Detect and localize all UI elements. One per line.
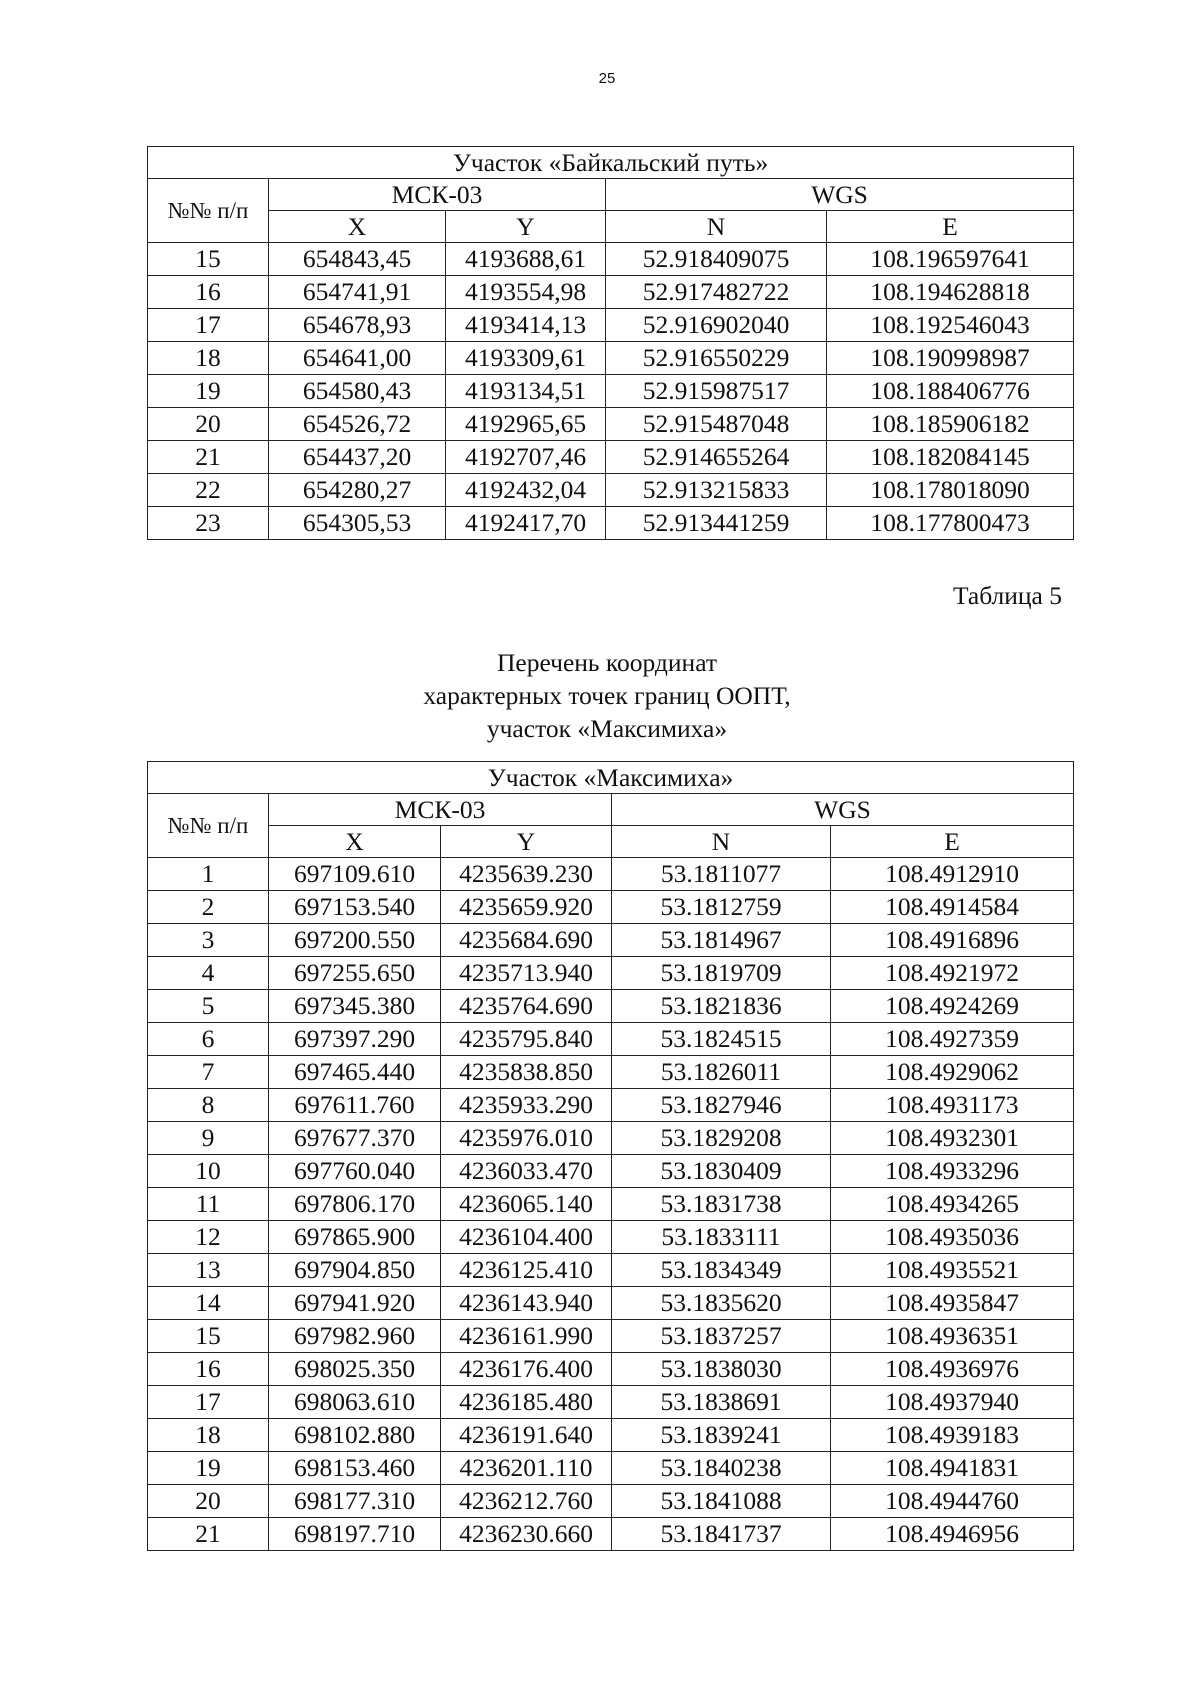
cell-x: 654678,93 xyxy=(269,309,446,342)
cell-n: 52.916902040 xyxy=(606,309,827,342)
cell-number: 7 xyxy=(148,1056,269,1089)
cell-n: 53.1837257 xyxy=(612,1320,831,1353)
cell-number: 19 xyxy=(148,375,269,408)
cell-y: 4236161.990 xyxy=(441,1320,612,1353)
header-wgs: WGS xyxy=(612,794,1074,826)
coordinates-table-maksimikha xyxy=(147,761,1074,1551)
cell-e: 108.196597641 xyxy=(827,243,1074,276)
cell-number: 2 xyxy=(148,891,269,924)
cell-e: 108.188406776 xyxy=(827,375,1074,408)
cell-x: 697760.040 xyxy=(269,1155,441,1188)
cell-n: 53.1834349 xyxy=(612,1254,831,1287)
cell-e: 108.192546043 xyxy=(827,309,1074,342)
cell-x: 697109.610 xyxy=(269,858,441,891)
cell-y: 4236176.400 xyxy=(441,1353,612,1386)
cell-y: 4236230.660 xyxy=(441,1518,612,1551)
cell-n: 53.1833111 xyxy=(612,1221,831,1254)
cell-x: 697806.170 xyxy=(269,1188,441,1221)
table-row xyxy=(148,957,1074,990)
cell-y: 4235795.840 xyxy=(441,1023,612,1056)
cell-x: 698063.610 xyxy=(269,1386,441,1419)
cell-y: 4236104.400 xyxy=(441,1221,612,1254)
section-title: Участок «Максимиха» xyxy=(148,762,1074,794)
table-row xyxy=(148,891,1074,924)
cell-y: 4235659.920 xyxy=(441,891,612,924)
cell-y: 4235764.690 xyxy=(441,990,612,1023)
section-title: Участок «Байкальский путь» xyxy=(148,147,1074,179)
cell-x: 697200.550 xyxy=(269,924,441,957)
table-row xyxy=(148,1221,1074,1254)
table-row xyxy=(148,1518,1074,1551)
cell-y: 4236185.480 xyxy=(441,1386,612,1419)
header-y: Y xyxy=(441,826,612,858)
page-number: 25 xyxy=(598,70,616,87)
cell-n: 53.1838030 xyxy=(612,1353,831,1386)
cell-y: 4235976.010 xyxy=(441,1122,612,1155)
cell-y: 4236212.760 xyxy=(441,1485,612,1518)
cell-number: 23 xyxy=(148,507,269,540)
cell-x: 654305,53 xyxy=(269,507,446,540)
table-row xyxy=(148,1089,1074,1122)
cell-number: 16 xyxy=(148,1353,269,1386)
cell-e: 108.4929062 xyxy=(831,1056,1074,1089)
cell-n: 53.1839241 xyxy=(612,1419,831,1452)
table-row xyxy=(148,1287,1074,1320)
cell-y: 4235838.850 xyxy=(441,1056,612,1089)
cell-n: 53.1840238 xyxy=(612,1452,831,1485)
header-n: N xyxy=(606,211,827,243)
table-row xyxy=(148,1023,1074,1056)
header-n: N xyxy=(612,826,831,858)
cell-e: 108.4916896 xyxy=(831,924,1074,957)
cell-e: 108.4914584 xyxy=(831,891,1074,924)
cell-x: 697941.920 xyxy=(269,1287,441,1320)
cell-number: 20 xyxy=(148,1485,269,1518)
cell-x: 697397.290 xyxy=(269,1023,441,1056)
table-row xyxy=(148,1056,1074,1089)
cell-x: 698177.310 xyxy=(269,1485,441,1518)
cell-n: 53.1827946 xyxy=(612,1089,831,1122)
cell-x: 698102.880 xyxy=(269,1419,441,1452)
table-row xyxy=(148,1155,1074,1188)
cell-x: 654641,00 xyxy=(269,342,446,375)
cell-number: 15 xyxy=(148,1320,269,1353)
cell-e: 108.190998987 xyxy=(827,342,1074,375)
cell-n: 53.1811077 xyxy=(612,858,831,891)
cell-y: 4193309,61 xyxy=(446,342,606,375)
table-row xyxy=(148,474,1074,507)
cell-e: 108.4944760 xyxy=(831,1485,1074,1518)
table-row xyxy=(148,1353,1074,1386)
header-msk: МСК-03 xyxy=(269,794,612,826)
cell-y: 4236033.470 xyxy=(441,1155,612,1188)
table-row xyxy=(148,1386,1074,1419)
cell-e: 108.4939183 xyxy=(831,1419,1074,1452)
cell-e: 108.4937940 xyxy=(831,1386,1074,1419)
cell-n: 53.1831738 xyxy=(612,1188,831,1221)
table-row xyxy=(148,924,1074,957)
cell-e: 108.178018090 xyxy=(827,474,1074,507)
cell-y: 4192432,04 xyxy=(446,474,606,507)
table-row xyxy=(148,408,1074,441)
cell-n: 52.915487048 xyxy=(606,408,827,441)
cell-e: 108.4912910 xyxy=(831,858,1074,891)
cell-x: 697611.760 xyxy=(269,1089,441,1122)
cell-number: 14 xyxy=(148,1287,269,1320)
cell-y: 4193134,51 xyxy=(446,375,606,408)
coordinates-table-baikal xyxy=(147,146,1074,540)
cell-y: 4236065.140 xyxy=(441,1188,612,1221)
cell-y: 4235933.290 xyxy=(441,1089,612,1122)
cell-x: 697904.850 xyxy=(269,1254,441,1287)
cell-n: 53.1819709 xyxy=(612,957,831,990)
cell-e: 108.194628818 xyxy=(827,276,1074,309)
cell-x: 654280,27 xyxy=(269,474,446,507)
cell-n: 53.1814967 xyxy=(612,924,831,957)
cell-n: 52.913441259 xyxy=(606,507,827,540)
table-row xyxy=(148,1485,1074,1518)
cell-number: 20 xyxy=(148,408,269,441)
cell-number: 6 xyxy=(148,1023,269,1056)
cell-number: 17 xyxy=(148,1386,269,1419)
cell-y: 4192417,70 xyxy=(446,507,606,540)
cell-e: 108.185906182 xyxy=(827,408,1074,441)
cell-x: 698153.460 xyxy=(269,1452,441,1485)
cell-y: 4235713.940 xyxy=(441,957,612,990)
table-row xyxy=(148,1419,1074,1452)
cell-e: 108.182084145 xyxy=(827,441,1074,474)
cell-e: 108.4935036 xyxy=(831,1221,1074,1254)
table-row xyxy=(148,276,1074,309)
table-row xyxy=(148,1452,1074,1485)
table-row xyxy=(148,375,1074,408)
cell-x: 698197.710 xyxy=(269,1518,441,1551)
cell-n: 53.1841088 xyxy=(612,1485,831,1518)
cell-number: 9 xyxy=(148,1122,269,1155)
cell-e: 108.4936976 xyxy=(831,1353,1074,1386)
cell-n: 52.916550229 xyxy=(606,342,827,375)
cell-x: 654526,72 xyxy=(269,408,446,441)
cell-number: 5 xyxy=(148,990,269,1023)
header-e: E xyxy=(827,211,1074,243)
table-row xyxy=(148,1320,1074,1353)
cell-n: 53.1841737 xyxy=(612,1518,831,1551)
cell-e: 108.4946956 xyxy=(831,1518,1074,1551)
cell-n: 52.918409075 xyxy=(606,243,827,276)
cell-e: 108.4941831 xyxy=(831,1452,1074,1485)
cell-n: 53.1824515 xyxy=(612,1023,831,1056)
table-row xyxy=(148,990,1074,1023)
cell-n: 53.1835620 xyxy=(612,1287,831,1320)
table-title-line: характерных точек границ ООПТ, xyxy=(423,681,791,710)
header-x: X xyxy=(269,211,446,243)
cell-number: 15 xyxy=(148,243,269,276)
cell-x: 697865.900 xyxy=(269,1221,441,1254)
cell-y: 4193554,98 xyxy=(446,276,606,309)
cell-n: 53.1826011 xyxy=(612,1056,831,1089)
cell-x: 697982.960 xyxy=(269,1320,441,1353)
cell-e: 108.4935521 xyxy=(831,1254,1074,1287)
table-row xyxy=(148,243,1074,276)
cell-number: 22 xyxy=(148,474,269,507)
table-row xyxy=(148,507,1074,540)
cell-x: 654843,45 xyxy=(269,243,446,276)
table-label: Таблица 5 xyxy=(952,581,1062,610)
header-x: X xyxy=(269,826,441,858)
cell-y: 4193414,13 xyxy=(446,309,606,342)
cell-number: 17 xyxy=(148,309,269,342)
cell-number: 16 xyxy=(148,276,269,309)
cell-n: 53.1812759 xyxy=(612,891,831,924)
cell-e: 108.4935847 xyxy=(831,1287,1074,1320)
cell-n: 52.914655264 xyxy=(606,441,827,474)
table-row xyxy=(148,342,1074,375)
cell-x: 654580,43 xyxy=(269,375,446,408)
cell-x: 654437,20 xyxy=(269,441,446,474)
cell-number: 4 xyxy=(148,957,269,990)
table-row xyxy=(148,441,1074,474)
cell-number: 11 xyxy=(148,1188,269,1221)
cell-number: 21 xyxy=(148,441,269,474)
cell-number: 10 xyxy=(148,1155,269,1188)
cell-e: 108.177800473 xyxy=(827,507,1074,540)
cell-x: 697255.650 xyxy=(269,957,441,990)
cell-x: 654741,91 xyxy=(269,276,446,309)
cell-x: 697465.440 xyxy=(269,1056,441,1089)
table-row xyxy=(148,1188,1074,1221)
cell-n: 53.1821836 xyxy=(612,990,831,1023)
cell-e: 108.4933296 xyxy=(831,1155,1074,1188)
header-number: №№ п/п xyxy=(148,794,269,858)
cell-number: 21 xyxy=(148,1518,269,1551)
cell-y: 4236201.110 xyxy=(441,1452,612,1485)
cell-n: 53.1830409 xyxy=(612,1155,831,1188)
header-wgs: WGS xyxy=(606,179,1074,211)
table-title xyxy=(0,646,1200,745)
table-row xyxy=(148,1122,1074,1155)
cell-number: 13 xyxy=(148,1254,269,1287)
cell-x: 697153.540 xyxy=(269,891,441,924)
header-number: №№ п/п xyxy=(148,179,269,243)
table-row xyxy=(148,858,1074,891)
cell-number: 18 xyxy=(148,342,269,375)
cell-e: 108.4931173 xyxy=(831,1089,1074,1122)
cell-y: 4193688,61 xyxy=(446,243,606,276)
cell-e: 108.4934265 xyxy=(831,1188,1074,1221)
cell-y: 4236143.940 xyxy=(441,1287,612,1320)
cell-number: 8 xyxy=(148,1089,269,1122)
table-row xyxy=(148,309,1074,342)
table-title-line: Перечень координат xyxy=(496,648,718,677)
header-y: Y xyxy=(446,211,606,243)
cell-e: 108.4921972 xyxy=(831,957,1074,990)
cell-e: 108.4927359 xyxy=(831,1023,1074,1056)
header-msk: МСК-03 xyxy=(269,179,606,211)
cell-number: 1 xyxy=(148,858,269,891)
cell-n: 52.917482722 xyxy=(606,276,827,309)
cell-x: 697677.370 xyxy=(269,1122,441,1155)
table-title-line: участок «Максимиха» xyxy=(486,714,728,743)
cell-x: 697345.380 xyxy=(269,990,441,1023)
cell-number: 18 xyxy=(148,1419,269,1452)
cell-number: 3 xyxy=(148,924,269,957)
cell-e: 108.4924269 xyxy=(831,990,1074,1023)
table-row xyxy=(148,1254,1074,1287)
cell-e: 108.4936351 xyxy=(831,1320,1074,1353)
cell-y: 4192707,46 xyxy=(446,441,606,474)
cell-y: 4192965,65 xyxy=(446,408,606,441)
header-e: E xyxy=(831,826,1074,858)
cell-y: 4235684.690 xyxy=(441,924,612,957)
cell-number: 12 xyxy=(148,1221,269,1254)
cell-n: 53.1829208 xyxy=(612,1122,831,1155)
cell-x: 698025.350 xyxy=(269,1353,441,1386)
cell-y: 4236125.410 xyxy=(441,1254,612,1287)
cell-n: 52.915987517 xyxy=(606,375,827,408)
cell-y: 4235639.230 xyxy=(441,858,612,891)
cell-e: 108.4932301 xyxy=(831,1122,1074,1155)
cell-n: 53.1838691 xyxy=(612,1386,831,1419)
cell-y: 4236191.640 xyxy=(441,1419,612,1452)
cell-n: 52.913215833 xyxy=(606,474,827,507)
cell-number: 19 xyxy=(148,1452,269,1485)
